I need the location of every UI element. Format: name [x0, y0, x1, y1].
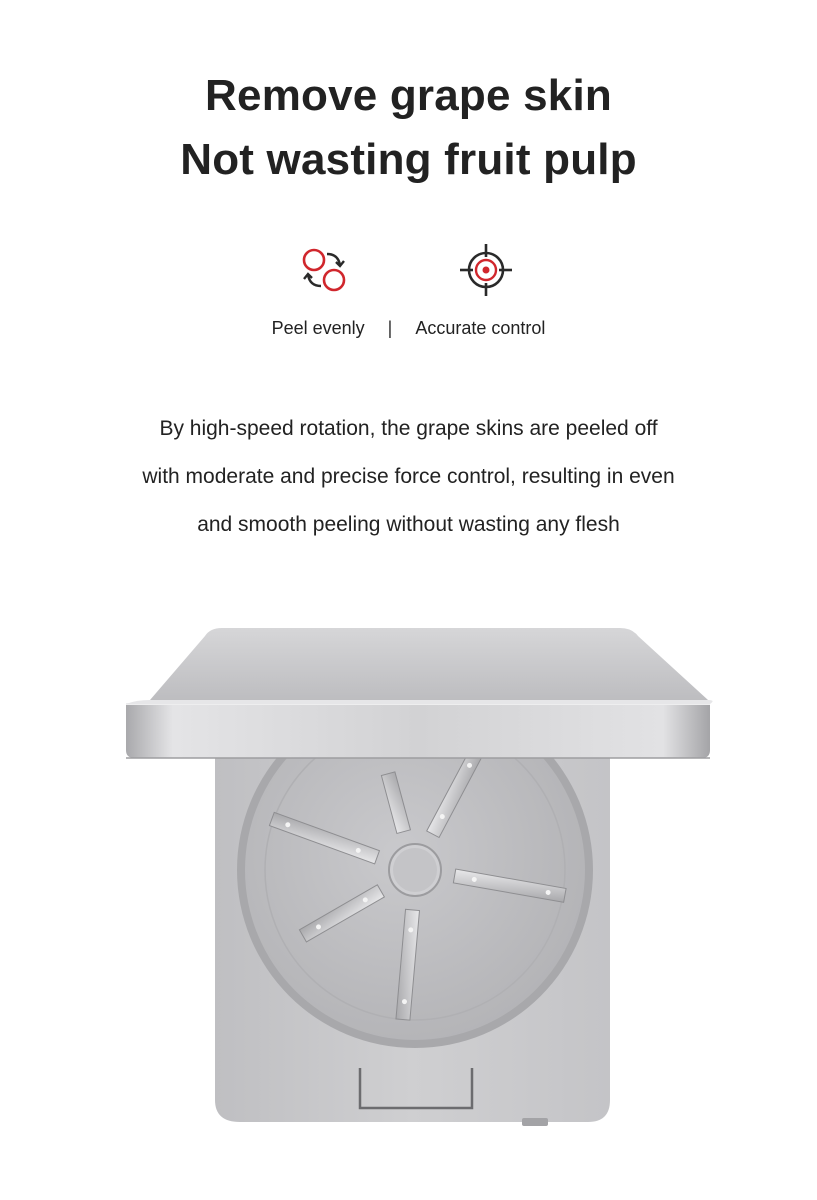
- feature-label-peel-evenly: Peel evenly: [271, 318, 365, 338]
- headline-line-2: Not wasting fruit pulp: [180, 135, 637, 184]
- feature-labels: [0, 318, 817, 339]
- grape-peeler-image: [110, 600, 730, 1140]
- headline: [0, 64, 817, 192]
- description-line-3: and smooth peeling without wasting any flesh: [197, 513, 620, 536]
- description-line-1: By high-speed rotation, the grape skins are peeled off: [159, 417, 658, 440]
- description: [60, 405, 757, 549]
- crosshair-target-icon: [456, 240, 516, 300]
- description-line-2: with moderate and precise force control, resulting in even: [142, 465, 675, 488]
- feature-label-accurate-control: Accurate control: [415, 318, 546, 338]
- peel-rotation-icon: [294, 240, 354, 300]
- feature-row: [0, 232, 817, 352]
- headline-line-1: Remove grape skin: [205, 71, 612, 120]
- feature-separator: |: [387, 318, 393, 338]
